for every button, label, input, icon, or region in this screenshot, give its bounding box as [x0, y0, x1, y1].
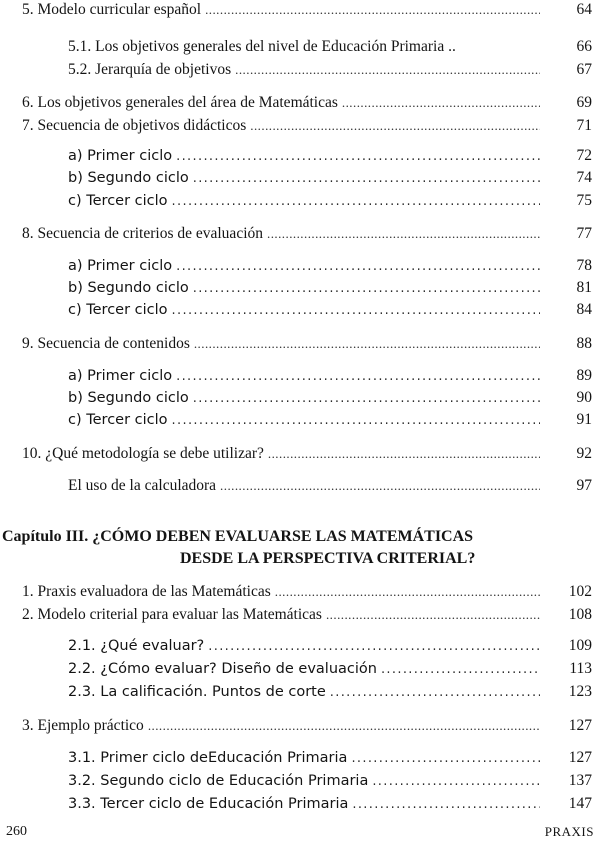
toc-entry-c3-2-2[interactable] [68, 659, 596, 679]
toc-entry-label: c) Tercer ciclo [68, 412, 168, 428]
toc-entry-label: 1. Praxis evaluadora de las Matemáticas [22, 583, 271, 600]
toc-entry-label: El uso de la calculadora [68, 477, 217, 494]
toc-entry-7c[interactable] [68, 191, 596, 211]
toc-entry-9b[interactable] [68, 388, 596, 408]
dot-leader [172, 192, 540, 212]
toc-entry-label: 6. Los objetivos generales del área de Matemáticas [22, 94, 338, 111]
toc-entry-page: 81 [576, 279, 592, 296]
toc-entry-label: 3. Ejemplo práctico [22, 717, 144, 734]
toc-entry-c3-2[interactable] [22, 605, 596, 625]
toc-entry-label: 7. Secuencia de objetivos didácticos [22, 117, 247, 134]
toc-entry-page: 123 [568, 683, 592, 700]
toc-entry-c3-1[interactable] [22, 582, 596, 602]
toc-entry-5[interactable] [22, 0, 596, 20]
toc-entry-page: 74 [576, 169, 592, 186]
toc-entry-c3-2-3[interactable] [68, 682, 596, 702]
dot-leader [275, 582, 540, 602]
toc-entry-9c[interactable] [68, 410, 596, 430]
toc-entry-page: 137 [568, 772, 592, 789]
toc-entry-calculadora[interactable] [68, 476, 596, 496]
dot-leader [330, 683, 540, 703]
toc-entry-label: 2.1. ¿Qué evaluar? [68, 638, 205, 654]
toc-entry-page: 89 [576, 367, 592, 384]
toc-entry-label: 10. ¿Qué metodología se debe utilizar? [22, 445, 264, 462]
running-title: PRAXIS [544, 824, 594, 839]
toc-entry-label: a) Primer ciclo [68, 368, 173, 384]
toc-entry-page: 113 [569, 660, 592, 677]
toc-entry-page: 64 [576, 1, 592, 18]
toc-entry-label: 3.2. Segundo ciclo de Educación Primaria [68, 773, 369, 789]
dot-leader [193, 389, 540, 409]
toc-entry-page: 78 [576, 257, 592, 274]
toc-entry-label: 8. Secuencia de criterios de evaluación [22, 225, 263, 242]
toc-entry-page: 72 [576, 147, 592, 164]
dot-leader [176, 147, 540, 167]
dot-leader [172, 301, 540, 321]
dot-leader [268, 444, 540, 464]
toc-entry-label: b) Segundo ciclo [68, 390, 189, 406]
dot-leader [172, 411, 540, 431]
toc-entry-label: 5. Modelo curricular español [22, 1, 202, 18]
chapter-title-line-2: DESDE LA PERSPECTIVA CRITERIAL? [180, 550, 476, 567]
toc-entry-5-2[interactable] [68, 60, 596, 80]
toc-entry-label: c) Tercer ciclo [68, 193, 168, 209]
toc-entry-page: 108 [568, 606, 592, 623]
toc-entry-page: 127 [568, 717, 592, 734]
dot-leader [342, 93, 540, 113]
toc-entry-page: 92 [576, 445, 592, 462]
dot-leader [352, 795, 540, 815]
toc-entry-c3-3-1[interactable] [68, 748, 596, 768]
toc-entry-page: 147 [568, 795, 592, 812]
dot-leader [267, 224, 540, 244]
toc-entry-8[interactable] [22, 224, 596, 244]
toc-entry-c3-3-2[interactable] [68, 771, 596, 791]
toc-entry-page: 67 [576, 61, 592, 78]
toc-entry-page: 69 [576, 94, 592, 111]
toc-entry-9[interactable] [22, 334, 596, 354]
dot-leader [250, 116, 540, 136]
toc-entry-label: 3.1. Primer ciclo deEducación Primaria [68, 750, 348, 766]
toc-entry-page: 88 [576, 335, 592, 352]
toc-entry-c3-2-1[interactable] [68, 636, 596, 656]
toc-entry-label: c) Tercer ciclo [68, 302, 168, 318]
dot-leader [205, 0, 540, 20]
toc-entry-label: 5.2. Jerarquía de objetivos [68, 61, 232, 78]
toc-entry-page: 71 [576, 117, 592, 134]
toc-entry-label: b) Segundo ciclo [68, 170, 189, 186]
dot-leader [220, 476, 540, 496]
toc-entry-9a[interactable] [68, 366, 596, 386]
chapter-title-line-1: Capítulo III. ¿CÓMO DEBEN EVALUARSE LAS MATEMÁTICAS [2, 528, 474, 545]
toc-entry-label: b) Segundo ciclo [68, 280, 189, 296]
toc-entry-label: a) Primer ciclo [68, 258, 173, 274]
toc-entry-page: 90 [576, 389, 592, 406]
toc-entry-label: 2. Modelo criterial para evaluar las Matemáticas [22, 606, 322, 623]
toc-entry-page: 84 [576, 301, 592, 318]
toc-entry-10[interactable] [22, 444, 596, 464]
toc-entry-c3-3[interactable] [22, 716, 596, 736]
toc-entry-7[interactable] [22, 116, 596, 136]
toc-entry-page: 77 [576, 225, 592, 242]
dot-leader [194, 334, 540, 354]
toc-entry-label: 2.2. ¿Cómo evaluar? Diseño de evaluación [68, 661, 377, 677]
dot-leader [208, 637, 540, 657]
toc-entry-6[interactable] [22, 93, 596, 113]
dot-leader [235, 60, 540, 80]
dot-leader [193, 279, 540, 299]
toc-entry-page: 109 [568, 637, 592, 654]
toc-entry-page: 91 [576, 411, 592, 428]
dot-leader [176, 257, 540, 277]
toc-entry-page: 66 [576, 38, 592, 55]
toc-entry-c3-3-3[interactable] [68, 794, 596, 814]
toc-entry-8b[interactable] [68, 278, 596, 298]
toc-entry-5-1[interactable] [68, 37, 596, 57]
toc-entry-page: 102 [568, 583, 592, 600]
toc-entry-label: a) Primer ciclo [68, 148, 173, 164]
toc-entry-page: 75 [576, 192, 592, 209]
dot-leader [193, 169, 540, 189]
dot-leader [372, 772, 540, 792]
toc-entry-page: 127 [568, 749, 592, 766]
dot-leader [176, 367, 540, 387]
dot-leader [381, 660, 540, 680]
toc-entry-label: 9. Secuencia de contenidos [22, 335, 190, 352]
toc-entry-label: 2.3. La calificación. Puntos de corte [68, 684, 326, 700]
toc-entry-8c[interactable] [68, 300, 596, 320]
toc-entry-label: 3.3. Tercer ciclo de Educación Primaria [68, 796, 349, 812]
toc-entry-8a[interactable] [68, 256, 596, 276]
toc-entry-label: 5.1. Los objetivos generales del nivel de Educación Primaria .. [68, 38, 456, 55]
toc-entry-7a[interactable] [68, 146, 596, 166]
dot-leader [351, 749, 540, 769]
toc-entry-7b[interactable] [68, 168, 596, 188]
dot-leader [148, 716, 540, 736]
page-number: 260 [6, 824, 27, 839]
toc-entry-page: 97 [576, 477, 592, 494]
dot-leader [326, 605, 540, 625]
